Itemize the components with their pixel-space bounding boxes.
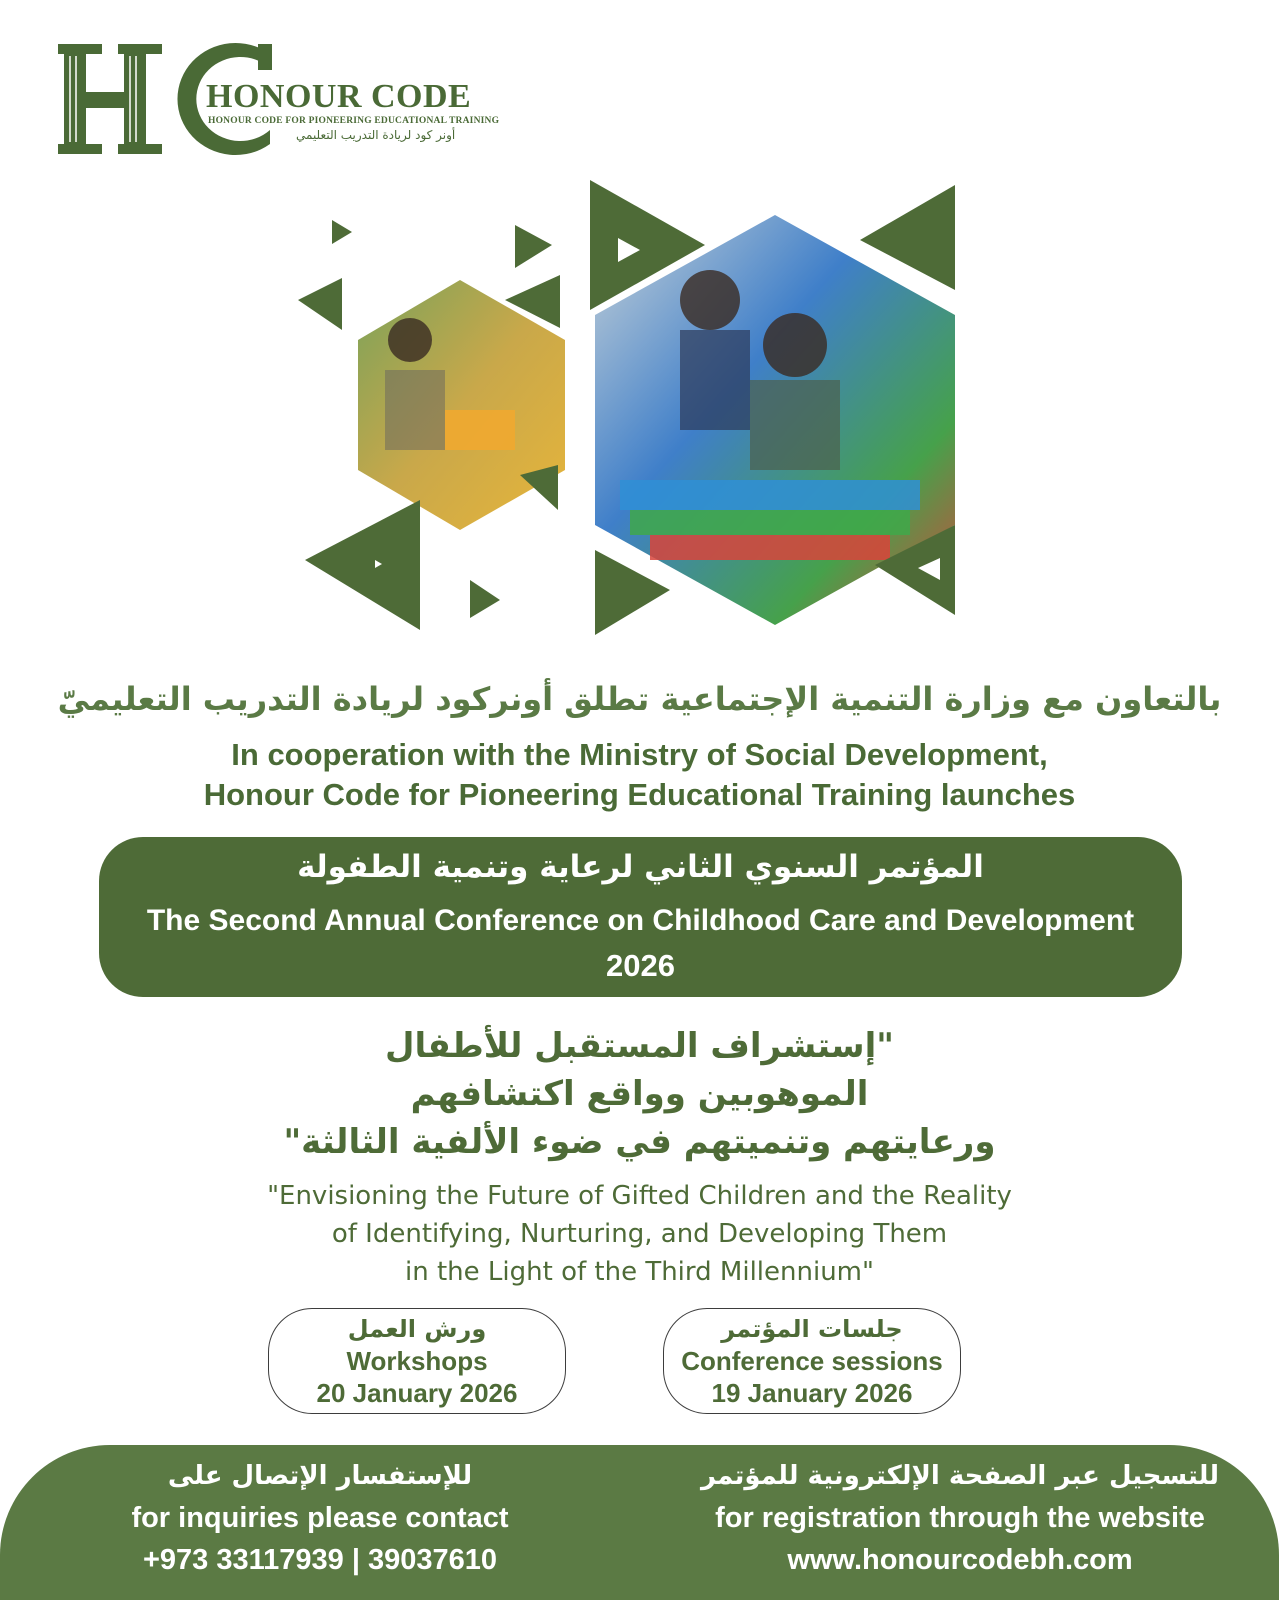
workshops-arabic: ورش العمل	[347, 1315, 487, 1343]
contact-english: for inquiries please contact	[131, 1502, 509, 1534]
sessions-arabic: جلسات المؤتمر	[721, 1315, 903, 1343]
conference-year: 2026	[606, 948, 675, 983]
registration-website-link[interactable]: www.honourcodebh.com	[787, 1544, 1133, 1576]
theme-english	[0, 1177, 1279, 1291]
contact-section	[100, 1455, 540, 1581]
theme-arabic-line2: الموهوبين وواقع اكتشافهم	[410, 1074, 869, 1114]
logo-subtitle: HONOUR CODE FOR PIONEERING EDUCATIONAL TRAINING	[208, 116, 500, 126]
conference-title-english: The Second Annual Conference on Childhood Care and Development	[146, 904, 1135, 937]
registration-section	[690, 1455, 1230, 1581]
footer	[0, 1445, 1279, 1600]
theme-arabic-line1: "إستشراف المستقبل للأطفال	[385, 1026, 894, 1066]
theme-english-line3: in the Light of the Third Millennium"	[405, 1257, 874, 1287]
theme-arabic-line3: ورعايتهم وتنميتهم في ضوء الألفية الثالثة"	[283, 1122, 996, 1162]
conference-sessions-card	[663, 1308, 961, 1414]
workshops-date: 20 January 2026	[316, 1378, 518, 1408]
logo-title: HONOUR CODE	[206, 78, 472, 115]
conference-banner	[99, 837, 1182, 997]
intro-english-line1: In cooperation with the Ministry of Social Development,	[231, 737, 1048, 772]
honour-code-logo	[58, 40, 508, 170]
conference-title-arabic: المؤتمر السنوي الثاني لرعاية وتنمية الطفولة	[297, 849, 984, 885]
logo-arabic-subtitle: أونر كود لريادة التدريب التعليمي	[296, 128, 456, 142]
theme-english-line2: of Identifying, Nurturing, and Developing Them	[331, 1219, 948, 1249]
sessions-date: 19 January 2026	[711, 1378, 913, 1408]
intro-english	[0, 735, 1279, 815]
registration-english: for registration through the website	[715, 1502, 1205, 1534]
theme-arabic	[0, 1022, 1279, 1166]
workshops-card	[268, 1308, 566, 1414]
contact-arabic: للإستفسار الإتصال على	[167, 1461, 473, 1491]
theme-english-line1: "Envisioning the Future of Gifted Children and the Reality	[267, 1181, 1012, 1211]
workshops-label: Workshops	[346, 1346, 488, 1376]
photo-collage	[290, 180, 990, 650]
intro-english-line2: Honour Code for Pioneering Educational Training launches	[203, 777, 1076, 812]
registration-arabic: للتسجيل عبر الصفحة الإلكترونية للمؤتمر	[701, 1461, 1219, 1491]
sessions-label: Conference sessions	[681, 1346, 943, 1376]
contact-phones[interactable]: +973 33117939 | 39037610	[142, 1544, 498, 1576]
intro-arabic: بالتعاون مع وزارة التنمية الإجتماعية تطلق أونركود لريادة التدريب التعليميّ	[57, 680, 1222, 718]
